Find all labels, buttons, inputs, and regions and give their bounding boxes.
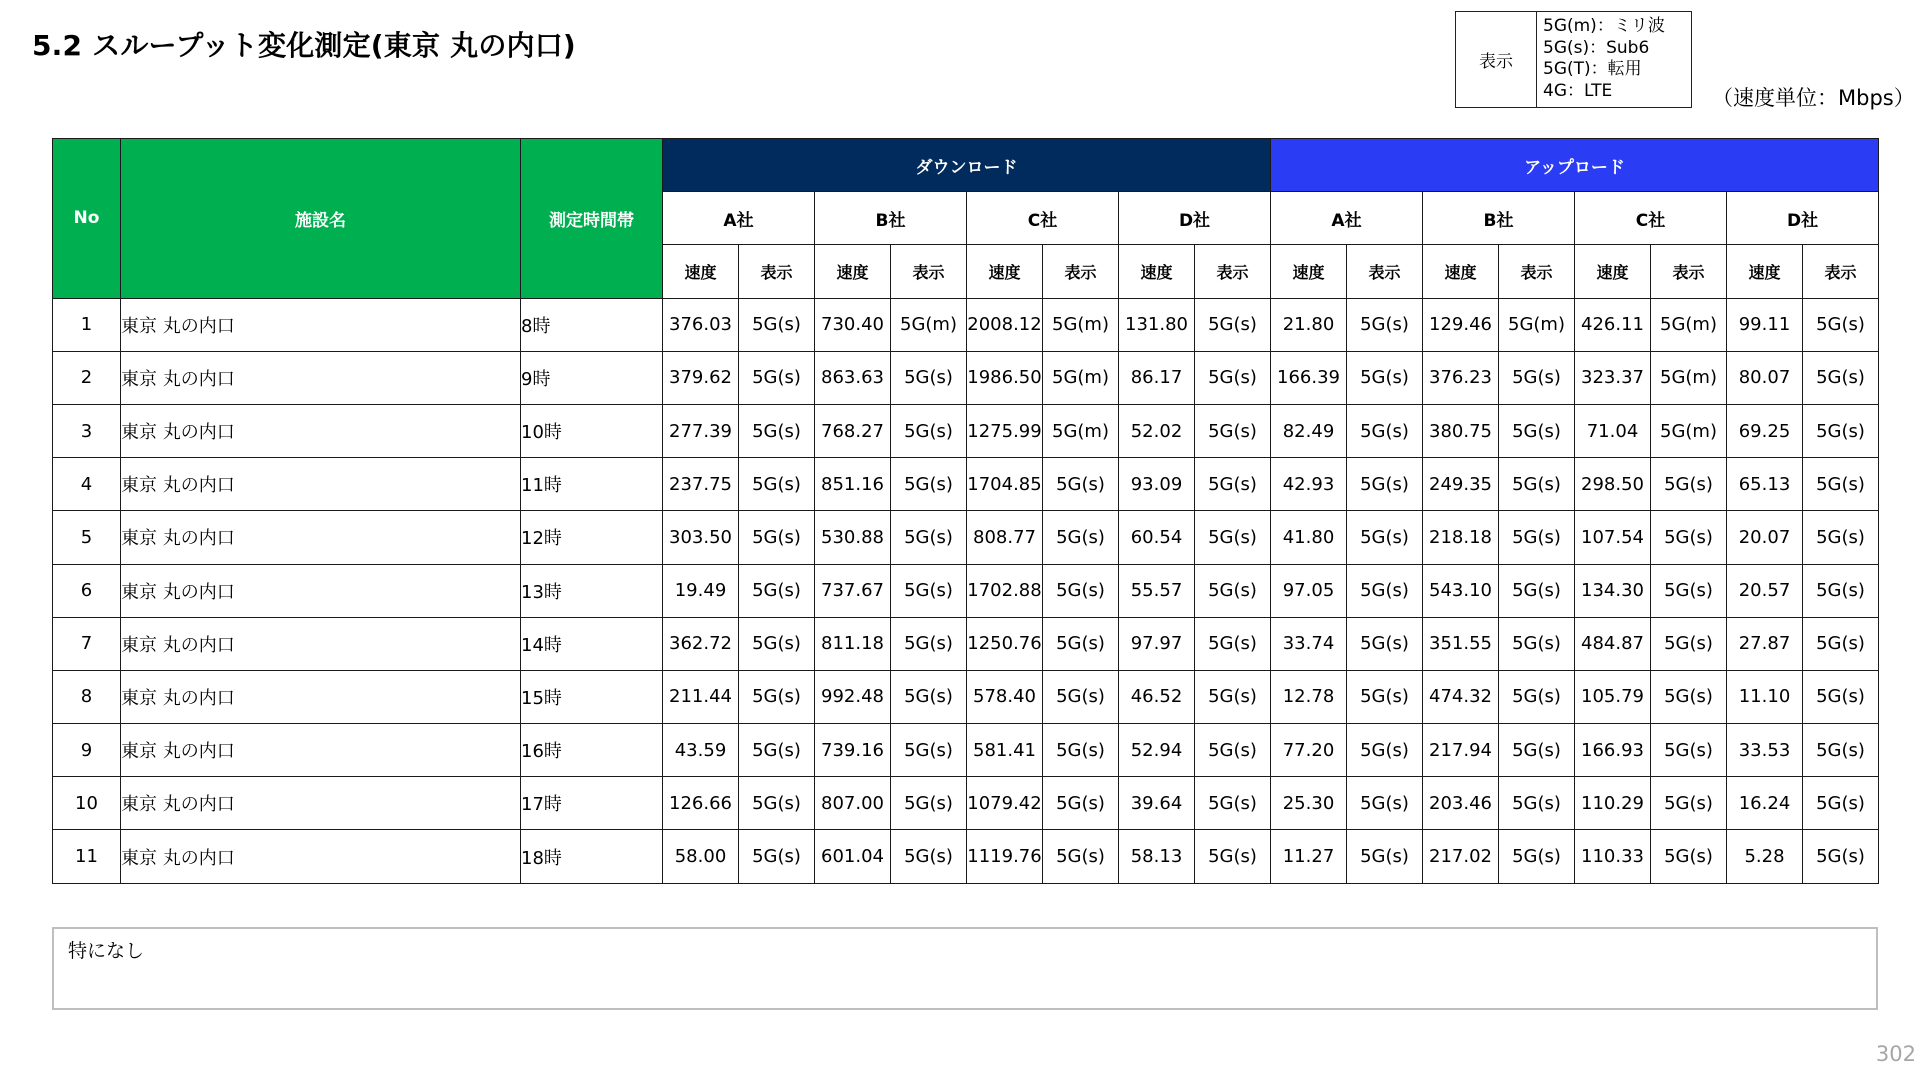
table-row xyxy=(53,724,1879,777)
speed-cell: 82.49 xyxy=(1271,404,1347,457)
legend-label: 表示 xyxy=(1456,12,1537,107)
display-cell: 5G(s) xyxy=(1347,617,1423,670)
speed-cell: 543.10 xyxy=(1423,564,1499,617)
display-cell: 5G(s) xyxy=(891,404,967,457)
display-cell: 5G(s) xyxy=(1651,670,1727,723)
speed-cell: 16.24 xyxy=(1727,777,1803,830)
speed-cell: 808.77 xyxy=(967,511,1043,564)
speed-cell: 69.25 xyxy=(1727,404,1803,457)
display-cell: 5G(s) xyxy=(1803,351,1879,404)
display-cell: 5G(s) xyxy=(891,830,967,883)
display-cell: 5G(s) xyxy=(1803,724,1879,777)
row-time: 18時 xyxy=(521,830,663,883)
display-cell: 5G(s) xyxy=(1499,724,1575,777)
header-dl-company-a: A社 xyxy=(663,192,815,245)
display-cell: 5G(s) xyxy=(739,351,815,404)
notes-text: 特になし xyxy=(68,940,145,962)
speed-cell: 379.62 xyxy=(663,351,739,404)
speed-cell: 11.27 xyxy=(1271,830,1347,883)
speed-cell: 730.40 xyxy=(815,298,891,351)
header-dl-company-c: C社 xyxy=(967,192,1119,245)
display-cell: 5G(s) xyxy=(739,298,815,351)
header-dl-company-d: D社 xyxy=(1119,192,1271,245)
display-cell: 5G(s) xyxy=(739,777,815,830)
speed-cell: 739.16 xyxy=(815,724,891,777)
row-time: 15時 xyxy=(521,670,663,723)
row-facility: 東京 丸の内口 xyxy=(121,511,521,564)
speed-cell: 107.54 xyxy=(1575,511,1651,564)
row-facility: 東京 丸の内口 xyxy=(121,724,521,777)
display-cell: 5G(m) xyxy=(1499,298,1575,351)
display-cell: 5G(s) xyxy=(739,617,815,670)
speed-cell: 77.20 xyxy=(1271,724,1347,777)
display-cell: 5G(s) xyxy=(1043,617,1119,670)
table-row xyxy=(53,564,1879,617)
speed-cell: 41.80 xyxy=(1271,511,1347,564)
display-cell: 5G(s) xyxy=(1651,617,1727,670)
table-row xyxy=(53,830,1879,883)
speed-cell: 1986.50 xyxy=(967,351,1043,404)
table-row xyxy=(53,777,1879,830)
speed-cell: 11.10 xyxy=(1727,670,1803,723)
speed-cell: 25.30 xyxy=(1271,777,1347,830)
page-title: 5.2 スループット変化測定(東京 丸の内口) xyxy=(32,29,576,62)
display-cell: 5G(s) xyxy=(1803,458,1879,511)
speed-cell: 86.17 xyxy=(1119,351,1195,404)
display-cell: 5G(s) xyxy=(1499,777,1575,830)
speed-cell: 376.23 xyxy=(1423,351,1499,404)
display-cell: 5G(s) xyxy=(1347,724,1423,777)
display-cell: 5G(s) xyxy=(1803,298,1879,351)
speed-cell: 211.44 xyxy=(663,670,739,723)
speed-cell: 578.40 xyxy=(967,670,1043,723)
speed-cell: 203.46 xyxy=(1423,777,1499,830)
speed-cell: 21.80 xyxy=(1271,298,1347,351)
speed-cell: 97.97 xyxy=(1119,617,1195,670)
display-cell: 5G(s) xyxy=(739,511,815,564)
header-ul-company-d: D社 xyxy=(1727,192,1879,245)
display-cell: 5G(s) xyxy=(891,724,967,777)
display-cell: 5G(s) xyxy=(1499,670,1575,723)
header-ul-company-a: A社 xyxy=(1271,192,1423,245)
display-cell: 5G(m) xyxy=(1651,298,1727,351)
speed-cell: 27.87 xyxy=(1727,617,1803,670)
header-no: No xyxy=(53,139,121,299)
header-display: 表示 xyxy=(1499,245,1575,298)
speed-cell: 362.72 xyxy=(663,617,739,670)
table-row xyxy=(53,617,1879,670)
display-cell: 5G(m) xyxy=(1043,298,1119,351)
display-cell: 5G(s) xyxy=(1347,298,1423,351)
speed-cell: 303.50 xyxy=(663,511,739,564)
speed-cell: 129.46 xyxy=(1423,298,1499,351)
display-cell: 5G(s) xyxy=(891,351,967,404)
row-no: 7 xyxy=(53,617,121,670)
speed-cell: 12.78 xyxy=(1271,670,1347,723)
speed-cell: 237.75 xyxy=(663,458,739,511)
header-speed: 速度 xyxy=(1727,245,1803,298)
row-no: 6 xyxy=(53,564,121,617)
header-display: 表示 xyxy=(1043,245,1119,298)
row-time: 17時 xyxy=(521,777,663,830)
speed-cell: 110.29 xyxy=(1575,777,1651,830)
display-cell: 5G(s) xyxy=(1499,617,1575,670)
speed-cell: 851.16 xyxy=(815,458,891,511)
speed-cell: 601.04 xyxy=(815,830,891,883)
speed-cell: 52.94 xyxy=(1119,724,1195,777)
throughput-table xyxy=(52,138,1879,884)
row-facility: 東京 丸の内口 xyxy=(121,458,521,511)
display-cell: 5G(s) xyxy=(1347,830,1423,883)
display-cell: 5G(s) xyxy=(1195,777,1271,830)
row-facility: 東京 丸の内口 xyxy=(121,351,521,404)
header-speed: 速度 xyxy=(1575,245,1651,298)
display-cell: 5G(s) xyxy=(1803,511,1879,564)
speed-cell: 484.87 xyxy=(1575,617,1651,670)
speed-cell: 58.13 xyxy=(1119,830,1195,883)
header-display: 表示 xyxy=(1195,245,1271,298)
display-cell: 5G(m) xyxy=(1043,351,1119,404)
display-cell: 5G(s) xyxy=(1803,404,1879,457)
speed-cell: 217.94 xyxy=(1423,724,1499,777)
speed-cell: 99.11 xyxy=(1727,298,1803,351)
speed-cell: 60.54 xyxy=(1119,511,1195,564)
display-cell: 5G(s) xyxy=(1347,670,1423,723)
speed-cell: 110.33 xyxy=(1575,830,1651,883)
speed-cell: 105.79 xyxy=(1575,670,1651,723)
speed-cell: 65.13 xyxy=(1727,458,1803,511)
row-time: 9時 xyxy=(521,351,663,404)
display-cell: 5G(s) xyxy=(1651,564,1727,617)
table-body xyxy=(53,298,1879,883)
display-cell: 5G(s) xyxy=(1195,564,1271,617)
display-legend xyxy=(1455,11,1692,108)
speed-cell: 55.57 xyxy=(1119,564,1195,617)
display-cell: 5G(s) xyxy=(739,404,815,457)
display-cell: 5G(s) xyxy=(1499,404,1575,457)
display-cell: 5G(s) xyxy=(1043,564,1119,617)
display-cell: 5G(s) xyxy=(739,564,815,617)
speed-cell: 737.67 xyxy=(815,564,891,617)
display-cell: 5G(s) xyxy=(1043,830,1119,883)
row-time: 13時 xyxy=(521,564,663,617)
header-facility: 施設名 xyxy=(121,139,521,299)
display-cell: 5G(s) xyxy=(739,670,815,723)
speed-cell: 530.88 xyxy=(815,511,891,564)
header-time: 測定時間帯 xyxy=(521,139,663,299)
speed-cell: 42.93 xyxy=(1271,458,1347,511)
display-cell: 5G(s) xyxy=(1195,724,1271,777)
display-cell: 5G(s) xyxy=(1347,404,1423,457)
display-cell: 5G(s) xyxy=(1043,777,1119,830)
header-display: 表示 xyxy=(891,245,967,298)
display-cell: 5G(s) xyxy=(739,830,815,883)
speed-cell: 1704.85 xyxy=(967,458,1043,511)
row-time: 8時 xyxy=(521,298,663,351)
display-cell: 5G(s) xyxy=(1043,670,1119,723)
row-time: 12時 xyxy=(521,511,663,564)
speed-cell: 33.74 xyxy=(1271,617,1347,670)
legend-list xyxy=(1537,12,1691,107)
display-cell: 5G(s) xyxy=(1651,777,1727,830)
speed-cell: 426.11 xyxy=(1575,298,1651,351)
speed-cell: 277.39 xyxy=(663,404,739,457)
header-ul-company-c: C社 xyxy=(1575,192,1727,245)
row-no: 2 xyxy=(53,351,121,404)
speed-cell: 474.32 xyxy=(1423,670,1499,723)
row-no: 11 xyxy=(53,830,121,883)
display-cell: 5G(s) xyxy=(1803,777,1879,830)
display-cell: 5G(s) xyxy=(1195,617,1271,670)
legend-item: 5G(m)：ミリ波 xyxy=(1543,16,1665,36)
row-no: 9 xyxy=(53,724,121,777)
speed-cell: 126.66 xyxy=(663,777,739,830)
header-speed: 速度 xyxy=(967,245,1043,298)
display-cell: 5G(s) xyxy=(1195,830,1271,883)
speed-cell: 131.80 xyxy=(1119,298,1195,351)
display-cell: 5G(s) xyxy=(1651,724,1727,777)
speed-cell: 1079.42 xyxy=(967,777,1043,830)
header-speed: 速度 xyxy=(663,245,739,298)
display-cell: 5G(s) xyxy=(1651,458,1727,511)
display-cell: 5G(s) xyxy=(1803,564,1879,617)
speed-cell: 218.18 xyxy=(1423,511,1499,564)
speed-cell: 1702.88 xyxy=(967,564,1043,617)
header-display: 表示 xyxy=(739,245,815,298)
legend-item: 5G(T)：転用 xyxy=(1543,59,1642,79)
row-no: 3 xyxy=(53,404,121,457)
display-cell: 5G(s) xyxy=(891,564,967,617)
speed-cell: 19.49 xyxy=(663,564,739,617)
speed-cell: 1275.99 xyxy=(967,404,1043,457)
display-cell: 5G(s) xyxy=(1043,724,1119,777)
speed-cell: 298.50 xyxy=(1575,458,1651,511)
speed-cell: 80.07 xyxy=(1727,351,1803,404)
display-cell: 5G(s) xyxy=(1803,617,1879,670)
table-row xyxy=(53,351,1879,404)
speed-cell: 58.00 xyxy=(663,830,739,883)
display-cell: 5G(s) xyxy=(1651,830,1727,883)
row-facility: 東京 丸の内口 xyxy=(121,564,521,617)
display-cell: 5G(s) xyxy=(1499,458,1575,511)
display-cell: 5G(s) xyxy=(1347,351,1423,404)
speed-cell: 43.59 xyxy=(663,724,739,777)
header-speed: 速度 xyxy=(815,245,891,298)
header-download: ダウンロード xyxy=(663,139,1271,192)
speed-cell: 807.00 xyxy=(815,777,891,830)
unit-note: （速度単位：Mbps） xyxy=(1712,86,1915,110)
speed-cell: 376.03 xyxy=(663,298,739,351)
row-no: 8 xyxy=(53,670,121,723)
display-cell: 5G(s) xyxy=(891,670,967,723)
display-cell: 5G(s) xyxy=(891,777,967,830)
header-upload: アップロード xyxy=(1271,139,1879,192)
table-row xyxy=(53,511,1879,564)
table-row xyxy=(53,298,1879,351)
table-row xyxy=(53,404,1879,457)
speed-cell: 5.28 xyxy=(1727,830,1803,883)
display-cell: 5G(s) xyxy=(1499,511,1575,564)
speed-cell: 71.04 xyxy=(1575,404,1651,457)
speed-cell: 380.75 xyxy=(1423,404,1499,457)
display-cell: 5G(m) xyxy=(1043,404,1119,457)
speed-cell: 249.35 xyxy=(1423,458,1499,511)
display-cell: 5G(m) xyxy=(1651,404,1727,457)
header-dl-company-b: B社 xyxy=(815,192,967,245)
legend-item: 4G：LTE xyxy=(1543,80,1613,101)
legend-item: 5G(s)：Sub6 xyxy=(1543,37,1650,58)
notes-box xyxy=(52,927,1878,1010)
page-number: 302 xyxy=(1875,1042,1916,1066)
header-display: 表示 xyxy=(1651,245,1727,298)
display-cell: 5G(s) xyxy=(1499,564,1575,617)
display-cell: 5G(s) xyxy=(1043,458,1119,511)
display-cell: 5G(s) xyxy=(891,511,967,564)
table-row xyxy=(53,458,1879,511)
display-cell: 5G(s) xyxy=(1347,458,1423,511)
display-cell: 5G(s) xyxy=(739,458,815,511)
row-time: 11時 xyxy=(521,458,663,511)
row-no: 10 xyxy=(53,777,121,830)
display-cell: 5G(s) xyxy=(1347,564,1423,617)
row-facility: 東京 丸の内口 xyxy=(121,404,521,457)
speed-cell: 39.64 xyxy=(1119,777,1195,830)
display-cell: 5G(s) xyxy=(1651,511,1727,564)
header-display: 表示 xyxy=(1803,245,1879,298)
speed-cell: 20.07 xyxy=(1727,511,1803,564)
speed-cell: 97.05 xyxy=(1271,564,1347,617)
row-facility: 東京 丸の内口 xyxy=(121,777,521,830)
display-cell: 5G(s) xyxy=(1195,298,1271,351)
display-cell: 5G(s) xyxy=(891,458,967,511)
speed-cell: 768.27 xyxy=(815,404,891,457)
row-facility: 東京 丸の内口 xyxy=(121,830,521,883)
display-cell: 5G(s) xyxy=(1195,404,1271,457)
speed-cell: 93.09 xyxy=(1119,458,1195,511)
row-no: 4 xyxy=(53,458,121,511)
speed-cell: 20.57 xyxy=(1727,564,1803,617)
display-cell: 5G(s) xyxy=(1195,670,1271,723)
header-speed: 速度 xyxy=(1423,245,1499,298)
display-cell: 5G(m) xyxy=(891,298,967,351)
speed-cell: 166.39 xyxy=(1271,351,1347,404)
speed-cell: 134.30 xyxy=(1575,564,1651,617)
display-cell: 5G(s) xyxy=(891,617,967,670)
row-no: 5 xyxy=(53,511,121,564)
display-cell: 5G(s) xyxy=(1043,511,1119,564)
header-display: 表示 xyxy=(1347,245,1423,298)
display-cell: 5G(s) xyxy=(1195,458,1271,511)
speed-cell: 811.18 xyxy=(815,617,891,670)
display-cell: 5G(s) xyxy=(1347,777,1423,830)
display-cell: 5G(s) xyxy=(1195,511,1271,564)
row-no: 1 xyxy=(53,298,121,351)
speed-cell: 351.55 xyxy=(1423,617,1499,670)
speed-cell: 992.48 xyxy=(815,670,891,723)
row-facility: 東京 丸の内口 xyxy=(121,298,521,351)
speed-cell: 166.93 xyxy=(1575,724,1651,777)
display-cell: 5G(s) xyxy=(1803,830,1879,883)
row-facility: 東京 丸の内口 xyxy=(121,670,521,723)
speed-cell: 323.37 xyxy=(1575,351,1651,404)
display-cell: 5G(s) xyxy=(1195,351,1271,404)
speed-cell: 46.52 xyxy=(1119,670,1195,723)
speed-cell: 581.41 xyxy=(967,724,1043,777)
speed-cell: 33.53 xyxy=(1727,724,1803,777)
speed-cell: 863.63 xyxy=(815,351,891,404)
display-cell: 5G(s) xyxy=(739,724,815,777)
row-time: 10時 xyxy=(521,404,663,457)
header-ul-company-b: B社 xyxy=(1423,192,1575,245)
display-cell: 5G(s) xyxy=(1499,351,1575,404)
display-cell: 5G(s) xyxy=(1499,830,1575,883)
header-speed: 速度 xyxy=(1119,245,1195,298)
display-cell: 5G(m) xyxy=(1651,351,1727,404)
table-row xyxy=(53,670,1879,723)
speed-cell: 1119.76 xyxy=(967,830,1043,883)
row-time: 14時 xyxy=(521,617,663,670)
speed-cell: 1250.76 xyxy=(967,617,1043,670)
row-time: 16時 xyxy=(521,724,663,777)
display-cell: 5G(s) xyxy=(1347,511,1423,564)
speed-cell: 217.02 xyxy=(1423,830,1499,883)
table-header xyxy=(53,139,1879,299)
display-cell: 5G(s) xyxy=(1803,670,1879,723)
row-facility: 東京 丸の内口 xyxy=(121,617,521,670)
header-speed: 速度 xyxy=(1271,245,1347,298)
speed-cell: 2008.12 xyxy=(967,298,1043,351)
speed-cell: 52.02 xyxy=(1119,404,1195,457)
